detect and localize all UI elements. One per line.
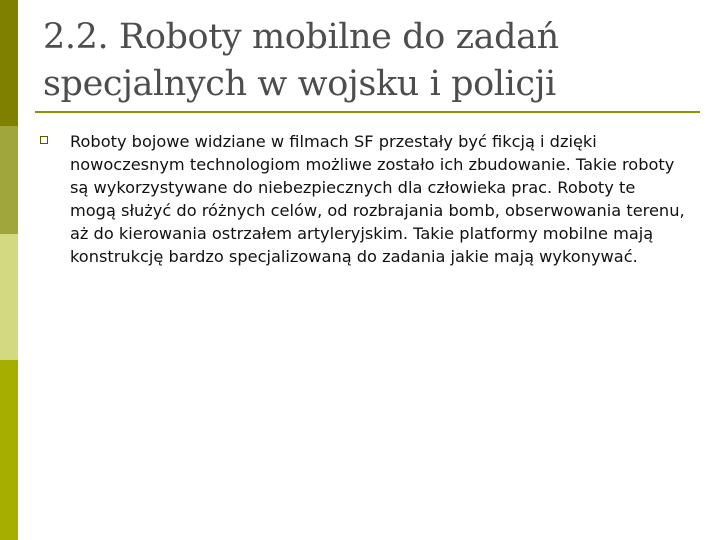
title-divider — [35, 111, 700, 113]
side-band-light — [0, 234, 18, 360]
bullet-paragraph: Roboty bojowe widziane w filmach SF przestały być fikcją i dzięki nowoczesnym technologiom możliwe zostało ich zbudowanie. Takie roboty są wykorzystywane do niebezpiecznych dla człowieka prac. Roboty te mogą służyć do różnych celów, od rozbrajania bomb, obserwowania terenu, aż do kierowania ostrzałem artyleryjskim. Takie platformy mobilne mają konstrukcję bardzo specjalizowaną do zadania jakie mają wykonywać. — [70, 132, 685, 266]
slide-title-line-2: specjalnych w wojsku i policji — [43, 64, 556, 104]
slide-title — [43, 14, 703, 108]
side-band-bottom — [0, 360, 18, 540]
slide-title-line-1: 2.2. Roboty mobilne do zadań — [43, 17, 559, 57]
square-bullet-icon — [40, 136, 48, 144]
side-band-middle — [0, 126, 18, 234]
side-band-top — [0, 0, 18, 126]
